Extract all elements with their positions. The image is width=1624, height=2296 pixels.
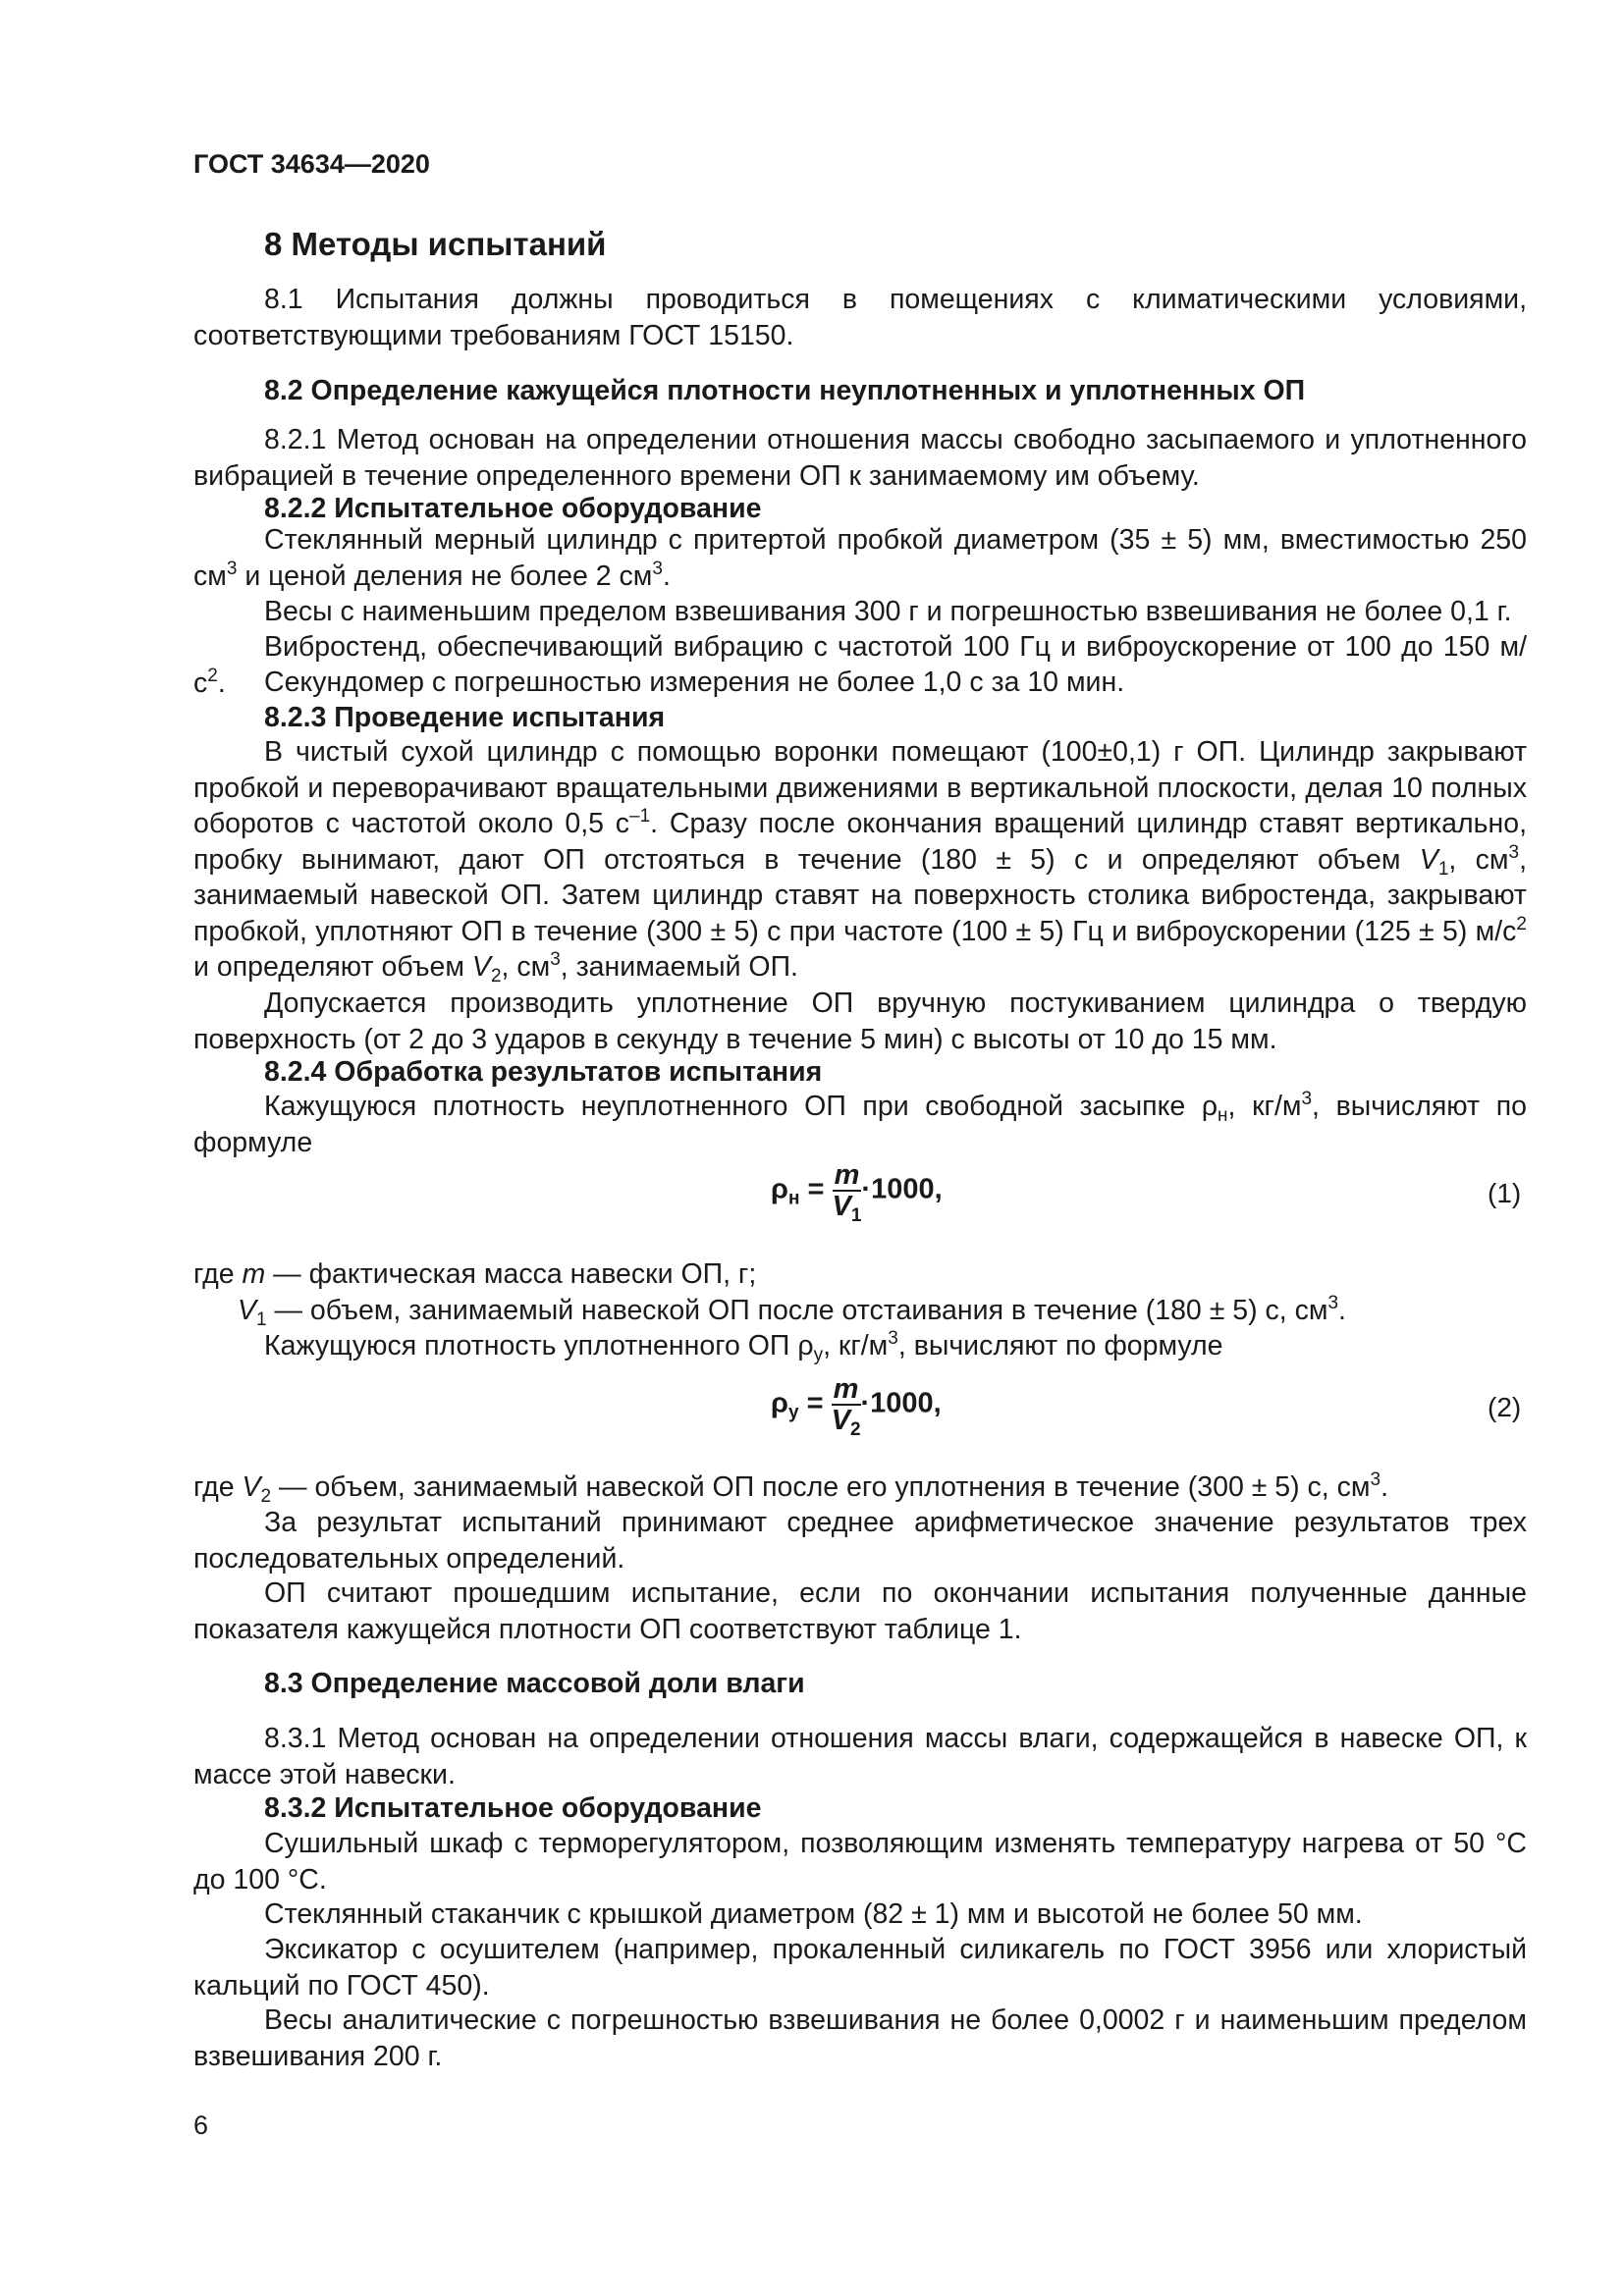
- paragraph-oven: Сушильный шкаф с терморегулятором, позволяющим изменять температуру нагрева от 50 °С до 100 °С.: [193, 1828, 1527, 1896]
- heading-8-2: 8.2 Определение кажущейся плотности неуплотненных и уплотненных ОП: [264, 375, 1306, 406]
- heading-8-2-3: 8.2.3 Проведение испытания: [264, 702, 666, 733]
- paragraph-dense: Кажущуюся плотность уплотненного ОП $\rho_у$, $кг/м^3$, вычисляют по формуле: [264, 1328, 1223, 1365]
- paragraph-8-2-1: 8.2.1 Метод основан на определении отношения массы свободно засыпаемого и уплотненного вибрацией в течение определенного времени ОП к занимаемому им объему.: [193, 424, 1527, 492]
- paragraph-passed: ОП считают прошедшим испытание, если по окончании испытания полученные данные показателя кажущейся плотности ОП соответствуют таблице 1.: [193, 1577, 1527, 1645]
- fraction-2: $\frac{m}{V_2}$: [831, 1373, 861, 1440]
- paragraph-analytical-scales: Весы аналитические с погрешностью взвешивания не более 0,0002 г и наименьшим пределом взвешивания 200 г.: [193, 2004, 1527, 2072]
- paragraph-8-3-1: 8.3.1 Метод основан на определении отношения массы влаги, содержащейся в навеске ОП, к массе этой навески.: [193, 1723, 1527, 1790]
- where-v1: $V_1$ — объем, занимаемый навеской ОП после отстаивания в течение (180 ± 5) с, $см^3$.: [238, 1292, 1346, 1330]
- heading-8-3: 8.3 Определение массовой доли влаги: [264, 1668, 805, 1699]
- heading-8-2-2: 8.2.2 Испытательное оборудование: [264, 493, 762, 524]
- equation-number-1: (1): [1488, 1178, 1522, 1208]
- paragraph-manual: Допускается производить уплотнение ОП вручную постукиванием цилиндра о твердую поверхность (от 2 до 3 ударов в секунду в течение 5 мин) с высоты от 10 до 15 мм.: [193, 988, 1527, 1055]
- heading-8-2-4: 8.2.4 Обработка результатов испытания: [264, 1056, 823, 1088]
- paragraph-8-1: 8.1 Испытания должны проводиться в помещениях с климатическими условиями, соответствующими требованиям ГОСТ 15150.: [193, 284, 1527, 351]
- where-list-1: [193, 1256, 1527, 1328]
- paragraph-8-2-4: Кажущуюся плотность неуплотненного ОП при свободной засыпке $\rho_н$, $кг/м^3$, вычисляют по формуле: [193, 1089, 1528, 1158]
- formula-2: $\rho_у$ = $\frac{m}{V_2}$ ·1000,: [771, 1373, 942, 1440]
- paragraph-glass: Стеклянный стаканчик с крышкой диаметром (82 ± 1) мм и высотой не более 50 мм.: [264, 1898, 1363, 1930]
- fraction-1: $\frac{m}{V_1}$: [832, 1159, 862, 1226]
- document-header: ГОСТ 34634—2020: [193, 149, 430, 179]
- paragraph-exsiccator: Эксикатор с осушителем (например, прокаленный силикагель по ГОСТ 3956 или хлористый кальций по ГОСТ 450).: [193, 1934, 1527, 2002]
- page-number: 6: [193, 2110, 209, 2140]
- paragraph-stopwatch: Секундомер с погрешностью измерения не более 1,0 с за 10 мин.: [264, 667, 1125, 698]
- where-m: где m — фактическая масса навески ОП, г;: [193, 1258, 757, 1290]
- paragraph-result: За результат испытаний принимают среднее арифметическое значение результатов трех последовательных определений.: [193, 1507, 1527, 1575]
- paragraph-scales: Весы с наименьшим пределом взвешивания 300 г и погрешностью взвешивания не более 0,1 г.: [264, 596, 1512, 627]
- formula-1: $\rho_н$ = $\frac{m}{V_1}$ ·1000,: [771, 1159, 943, 1226]
- equation-number-2: (2): [1488, 1392, 1522, 1422]
- paragraph-8-2-3: В чистый сухой цилиндр с помощью воронки помещают (100±0,1) г ОП. Цилиндр закрывают пробкой и переворачивают вращательными движениями в вертикальной плоскости, делая 10 полных оборотов с частотой около 0,5 $с^{-1}$. Сразу после окончания вращений цилиндр ставят вертикально, пробку вынимают, дают ОП отстояться в течение (180 ± 5) с и определяют объем $V_1$, $см^3$, занимаемый навеской ОП. Затем цилиндр ставят на поверхность столика вибростенда, закрывают пробкой, уплотняют ОП в течение (300 ± 5) с при частоте (100 ± 5) Гц и виброускорении (125 ± 5) $м/с^2$ и определяют объем $V_2$, $см^3$, занимаемый ОП.: [193, 736, 1528, 987]
- paragraph-vibrostand: Вибростенд, обеспечивающий вибрацию с частотой 100 Гц и виброускорение от 100 до 150 $м/с^2$.: [193, 631, 1527, 699]
- section-title: 8 Методы испытаний: [264, 226, 607, 262]
- where-v2: где $V_2$ — объем, занимаемый навеской ОП после его уплотнения в течение (300 ± 5) с, $см^3$.: [193, 1469, 1388, 1507]
- heading-8-3-2: 8.3.2 Испытательное оборудование: [264, 1792, 762, 1824]
- paragraph-cylinder: Стеклянный мерный цилиндр с притертой пробкой диаметром (35 ± 5) мм, вместимостью 250 $см^3$ и ценой деления не более 2 $см^3$.: [193, 524, 1527, 592]
